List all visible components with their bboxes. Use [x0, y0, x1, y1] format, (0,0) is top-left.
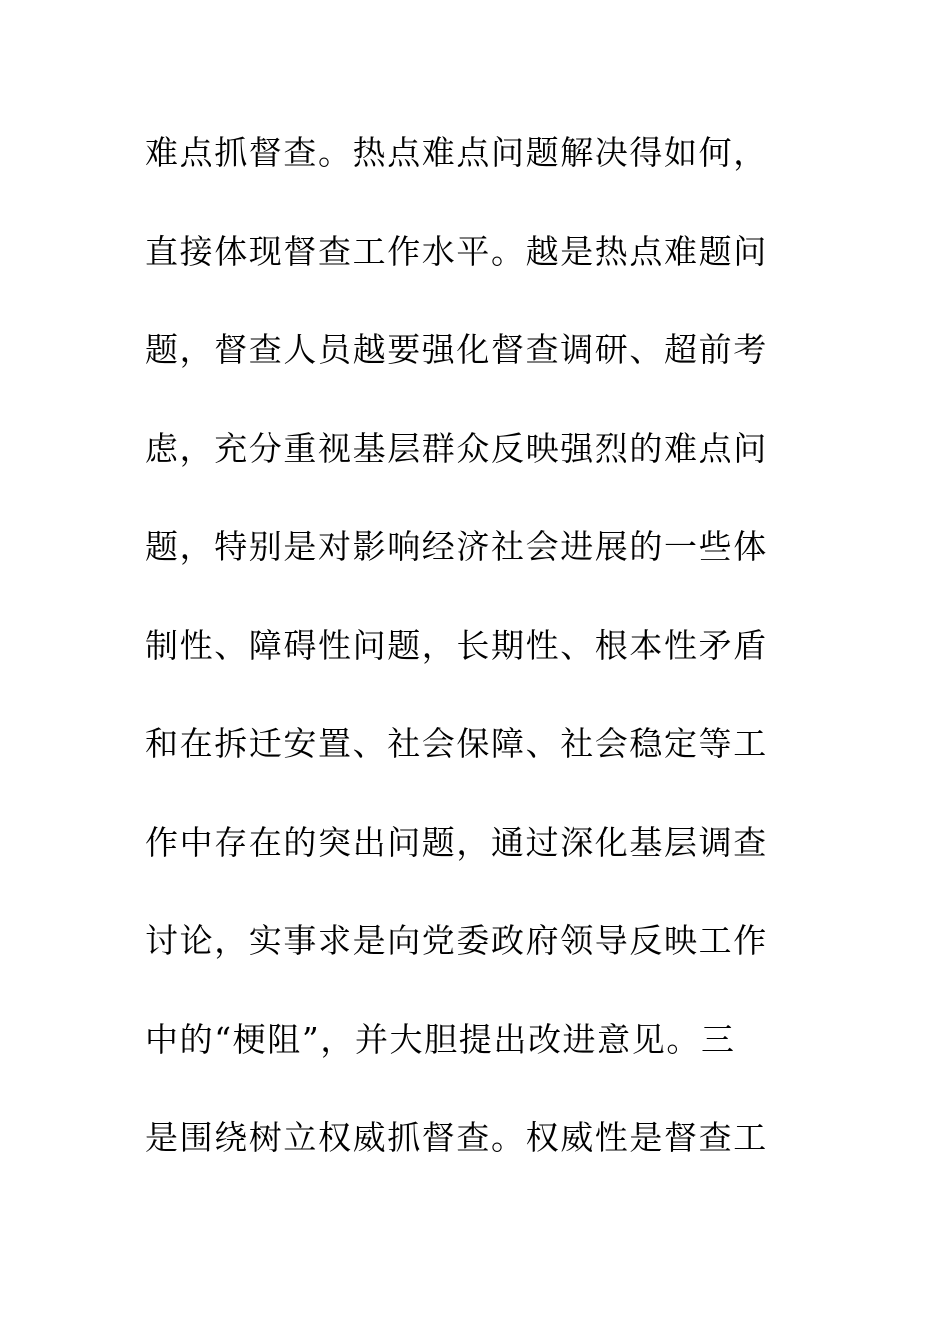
- text-line: 直接体现督查工作水平。越是热点难题问: [145, 231, 768, 271]
- text-line: 虑，充分重视基层群众反映强烈的难点问: [145, 428, 768, 468]
- text-line: 作中存在的突出问题，通过深化基层调查: [145, 822, 768, 862]
- text-line: 中的“梗阻”，并大胆提出改进意见。三: [145, 1019, 736, 1059]
- text-line: 制性、障碍性问题，长期性、根本性矛盾: [145, 625, 768, 665]
- text-line: 难点抓督查。热点难点问题解决得如何，: [145, 133, 768, 172]
- text-line: 讨论，实事求是向党委政府领导反映工作: [145, 921, 768, 960]
- body-text: [145, 128, 785, 1212]
- text-line: 题，督查人员越要强化督查调研、超前考: [145, 330, 768, 369]
- text-line: 题，特别是对影响经济社会进展的一些体: [145, 527, 768, 566]
- text-line: 和在拆迁安置、社会保障、社会稳定等工: [145, 724, 768, 763]
- text-line: 是围绕树立权威抓督查。权威性是督查工: [145, 1118, 768, 1157]
